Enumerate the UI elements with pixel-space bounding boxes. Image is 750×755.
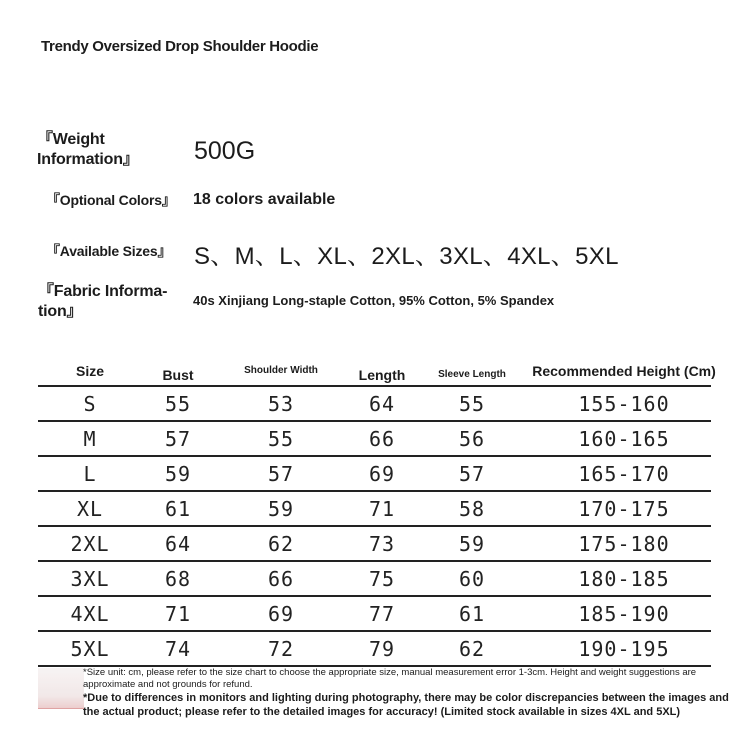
cell-shoulder-width: 62 [267,531,295,556]
cell-sleeve-length: 58 [458,496,486,521]
cell-size: M [83,426,97,451]
table-row [38,562,711,597]
cell-size: 4XL [70,601,110,626]
cell-recommended-height: 165-170 [578,461,670,486]
cell-bust: 68 [164,566,192,591]
cell-length: 69 [368,461,396,486]
table-body [38,387,711,667]
header-bust: Bust [162,366,194,383]
cell-recommended-height: 175-180 [578,531,670,556]
cell-bust: 57 [164,426,192,451]
cell-bust: 64 [164,531,192,556]
size-table [38,356,716,667]
cell-size: XL [76,496,104,521]
header-length: Length [358,366,406,383]
cell-length: 71 [368,496,396,521]
cell-recommended-height: 160-165 [578,426,670,451]
cell-recommended-height: 185-190 [578,601,670,626]
cell-size: S [83,391,97,416]
cell-length: 77 [368,601,396,626]
cell-shoulder-width: 55 [267,426,295,451]
notes [83,667,733,719]
sizes-value: S、M、L、XL、2XL、3XL、4XL、5XL [194,243,619,270]
cell-recommended-height: 170-175 [578,496,670,521]
cell-shoulder-width: 69 [267,601,295,626]
cell-sleeve-length: 55 [458,391,486,416]
cell-shoulder-width: 57 [267,461,295,486]
cell-size: 2XL [70,531,110,556]
cell-length: 64 [368,391,396,416]
cell-sleeve-length: 60 [458,566,486,591]
header-sleeve-length: Sleeve Length [438,369,506,380]
cell-sleeve-length: 57 [458,461,486,486]
table-row [38,387,711,422]
note-color-discrepancy: *Due to differences in monitors and lighting during photography, there may be color discrepancies between the images and the actual product; please refer to the detailed images for accuracy! (Limited stock available in sizes 4XL and 5XL) [83,692,729,718]
cell-bust: 71 [164,601,192,626]
cell-bust: 74 [164,636,192,661]
cell-sleeve-length: 61 [458,601,486,626]
watermark-image [38,668,84,709]
fabric-label [38,282,167,322]
cell-sleeve-length: 62 [458,636,486,661]
weight-label-line2: Information』 [37,151,139,168]
table-row [38,422,711,457]
cell-recommended-height: 180-185 [578,566,670,591]
table-row [38,527,711,562]
cell-length: 75 [368,566,396,591]
weight-label-line1: 『Weight [37,131,105,148]
cell-recommended-height: 190-195 [578,636,670,661]
cell-length: 79 [368,636,396,661]
header-shoulder-width: Shoulder Width [244,365,318,376]
table-row [38,457,711,492]
table-row [38,632,711,667]
colors-value: 18 colors available [193,191,336,208]
weight-label [37,130,139,170]
table-header-row [38,356,716,387]
cell-sleeve-length: 56 [458,426,486,451]
cell-shoulder-width: 72 [267,636,295,661]
cell-size: 5XL [70,636,110,661]
cell-size: L [83,461,97,486]
product-title: Trendy Oversized Drop Shoulder Hoodie [41,38,319,55]
cell-shoulder-width: 59 [267,496,295,521]
cell-length: 73 [368,531,396,556]
cell-length: 66 [368,426,396,451]
weight-value: 500G [194,137,256,165]
cell-sleeve-length: 59 [458,531,486,556]
fabric-label-line1: 『Fabric Informa- [38,283,168,300]
cell-bust: 55 [164,391,192,416]
cell-bust: 59 [164,461,192,486]
fabric-label-line2: tion』 [38,303,83,320]
table-row [38,492,711,527]
cell-shoulder-width: 53 [267,391,295,416]
cell-recommended-height: 155-160 [578,391,670,416]
header-size: Size [75,362,105,379]
cell-bust: 61 [164,496,192,521]
cell-shoulder-width: 66 [267,566,295,591]
note-size-unit: *Size unit: cm, please refer to the size chart to choose the appropriate size, manual measurement error 1-3cm. Height and weight suggestions are approximate and not grounds for refund. [83,667,697,690]
colors-label: 『Optional Colors』 [46,192,176,208]
cell-size: 3XL [70,566,110,591]
header-recommended-height: Recommended Height (Cm) [532,362,716,379]
sizes-label: 『Available Sizes』 [46,243,172,259]
table-row [38,597,711,632]
fabric-value: 40s Xinjiang Long-staple Cotton, 95% Cotton, 5% Spandex [193,293,555,308]
